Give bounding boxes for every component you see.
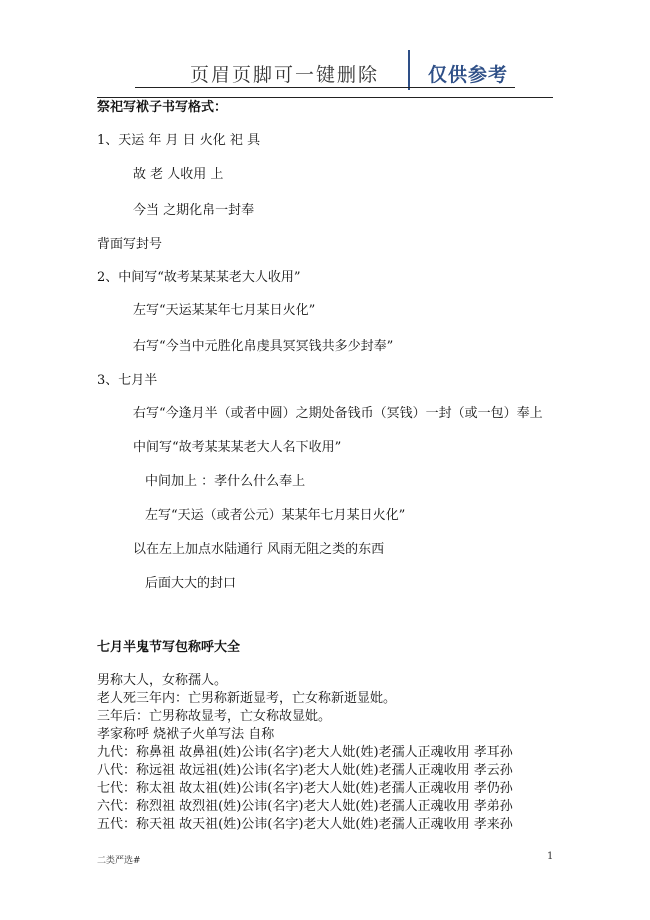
page-number: 1 [547, 851, 554, 862]
section1-line: 中间加上 ：孝什么什么奉上 [145, 474, 306, 489]
section1-line: 中间写“故考某某某老大人名下收用” [133, 440, 342, 455]
section1-line: 故 老 人收用 上 [133, 167, 224, 182]
section1-line: 背面写封号 [97, 237, 163, 252]
section2-line: 八代：称远祖 故远祖(姓)公讳(名字)老大人妣(姓)老孺人正魂收用 孝云孙 [97, 763, 513, 778]
section2-title: 七月半鬼节写包称呼大全 [97, 640, 241, 655]
section1-line: 左写“天运（或者公元）某某年七月某日火化” [145, 508, 406, 523]
section2-line: 三年后：亡男称故显考，亡女称故显妣。 [97, 709, 332, 724]
section1-line: 2、中间写“故考某某某老大人收用” [97, 270, 301, 285]
header-rule-lower [97, 97, 553, 98]
section2-line: 老人死三年内：亡男称新逝显考，亡女称新逝显妣。 [97, 691, 397, 706]
section1-line: 左写“天运某某年七月某日火化” [133, 303, 316, 318]
section2-line: 男称大人，女称孺人。 [97, 673, 228, 688]
footer-left-text: 二类严选# [97, 856, 141, 866]
section2-line: 九代：称鼻祖 故鼻祖(姓)公讳(名字)老大人妣(姓)老孺人正魂收用 孝耳孙 [97, 745, 513, 760]
section1-line: 右写“今当中元胜化帛虔具冥冥钱共多少封奉” [133, 339, 394, 354]
header-divider [408, 50, 410, 90]
section1-line: 右写“今逢月半（或者中圆）之期处备钱币（冥钱）一封（或一包）奉上 [133, 406, 543, 421]
section1-line: 1、天运 年 月 日 火化 祀 具 [97, 133, 261, 148]
section1-line: 今当 之期化帛一封奉 [133, 203, 255, 218]
section2-line: 孝家称呼 烧袱子火单写法 自称 [97, 727, 275, 742]
header-rule-upper [135, 87, 515, 88]
section1-line: 3、七月半 [97, 373, 158, 388]
header-right-text: 仅供参考 [428, 64, 509, 86]
section2-line: 七代：称太祖 故太祖(姓)公讳(名字)老大人妣(姓)老孺人正魂收用 孝仍孙 [97, 781, 513, 796]
section1-title: 祭祀写袱子书写格式： [97, 100, 228, 115]
header-left-text: 页眉页脚可一键删除 [190, 64, 380, 86]
section1-line: 以在左上加点水陆通行 风雨无阻之类的东西 [133, 542, 385, 557]
section2-line: 五代：称天祖 故天祖(姓)公讳(名字)老大人妣(姓)老孺人正魂收用 孝来孙 [97, 817, 513, 832]
section2-line: 六代：称烈祖 故烈祖(姓)公讳(名字)老大人妣(姓)老孺人正魂收用 孝弟孙 [97, 799, 513, 814]
section1-line: 后面大大的封口 [145, 576, 237, 591]
